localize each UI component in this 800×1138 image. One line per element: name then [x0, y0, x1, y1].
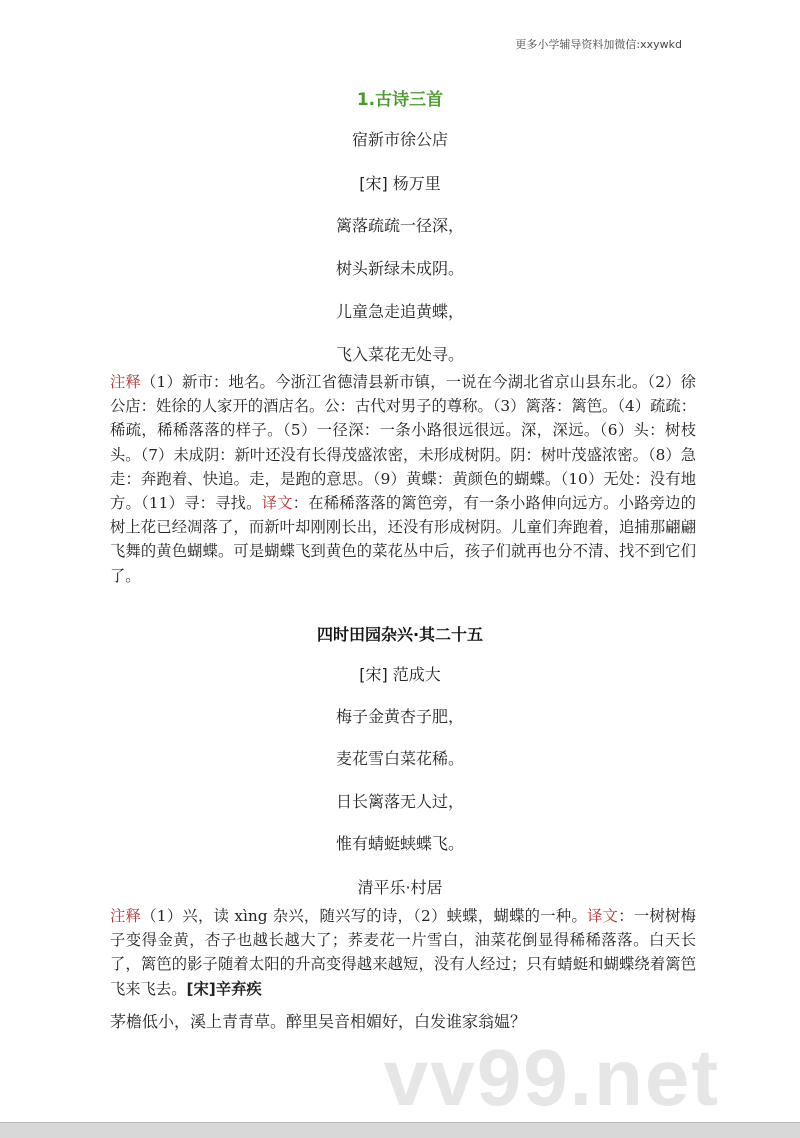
poem-line: 飞入菜花无处寻。: [335, 345, 464, 364]
translation-label: 译文: [261, 494, 293, 513]
poem-line: 惟有蜻蜓蛱蝶飞。: [335, 834, 464, 853]
page-edge: [0, 1122, 800, 1138]
watermark: vv99.net: [383, 1033, 720, 1122]
notes-paragraph: [110, 904, 696, 1001]
poem-title: 宿新市徐公店: [351, 130, 448, 149]
poem-line: 儿童急走追黄蝶，: [335, 302, 464, 321]
poem-line: 茅檐低小，溪上青青草。醉里吴音相媚好，白发谁家翁媪？: [110, 1011, 527, 1031]
notes-paragraph: [110, 370, 696, 588]
poem-line: 篱落疏疏一径深，: [335, 216, 464, 235]
notes-text: （1）兴，读 xìng 杂兴，随兴写的诗，（2）蛱蝶，蝴蝶的一种。: [141, 907, 588, 925]
poem-line: 日长篱落无人过，: [335, 792, 464, 811]
poem-line: 树头新绿未成阴。: [335, 259, 464, 278]
translation-text: ：在稀稀落落的篱笆旁，有一条小路伸向远方。小路旁边的树上花已经凋落了，而新叶却刚刚长出，还没有形成树阴。儿童们奔跑着，追捕那翩翩飞舞的黄色蝴蝶。可是蝴蝶飞到黄色的菜花丛中后，孩子们就再也分不清、找不到它们了。: [110, 494, 696, 585]
poem-line: 麦花雪白菜花稀。: [335, 749, 464, 768]
poem-author: [宋] 范成大: [359, 665, 441, 684]
notes-label: 注释: [110, 373, 142, 391]
poem-title: 清平乐·村居: [357, 878, 443, 897]
translation-text: ：一树树梅子变得金黄，杏子也越长越大了；荞麦花一片雪白，油菜花倒显得稀稀落落。白天长了，篱笆的影子随着太阳的升高变得越来越短，没有人经过；只有蜻蜓和蝴蝶绕着篱笆飞来飞去。: [110, 907, 696, 998]
poem-author: [宋] 杨万里: [359, 174, 441, 193]
notes-label: 注释: [110, 907, 142, 925]
page-header: 更多小学辅导资料加微信:xxywkd: [515, 38, 682, 51]
poem-title: 四时田园杂兴·其二十五: [316, 625, 484, 644]
translation-label: 译文: [587, 907, 619, 925]
poem-author: [宋]辛弃疾: [186, 979, 262, 998]
poem-line: 梅子金黄杏子肥，: [335, 707, 464, 726]
notes-text: （1）新市：地名。今浙江省德清县新市镇，一说在今湖北省京山县东北。（2）徐公店：姓徐的人家开的酒店名。公：古代对男子的尊称。（3）篱落：篱笆。（4）疏疏：稀疏，稀稀落落的样子。（5）一径深：一条小路很远很远。深，深远。（6）头：树枝头。（7）未成阴：新叶还没有长得茂盛浓密，未形成树阴。阴：树叶茂盛浓密。（8）急走：奔跑着、快追。走，是跑的意思。（9）黄蝶：黄颜色的蝴蝶。（10）无处：没有地方。（11）寻：寻找。: [110, 373, 696, 513]
poem3-block: [110, 904, 696, 1033]
section-title: 1.古诗三首: [356, 90, 444, 110]
